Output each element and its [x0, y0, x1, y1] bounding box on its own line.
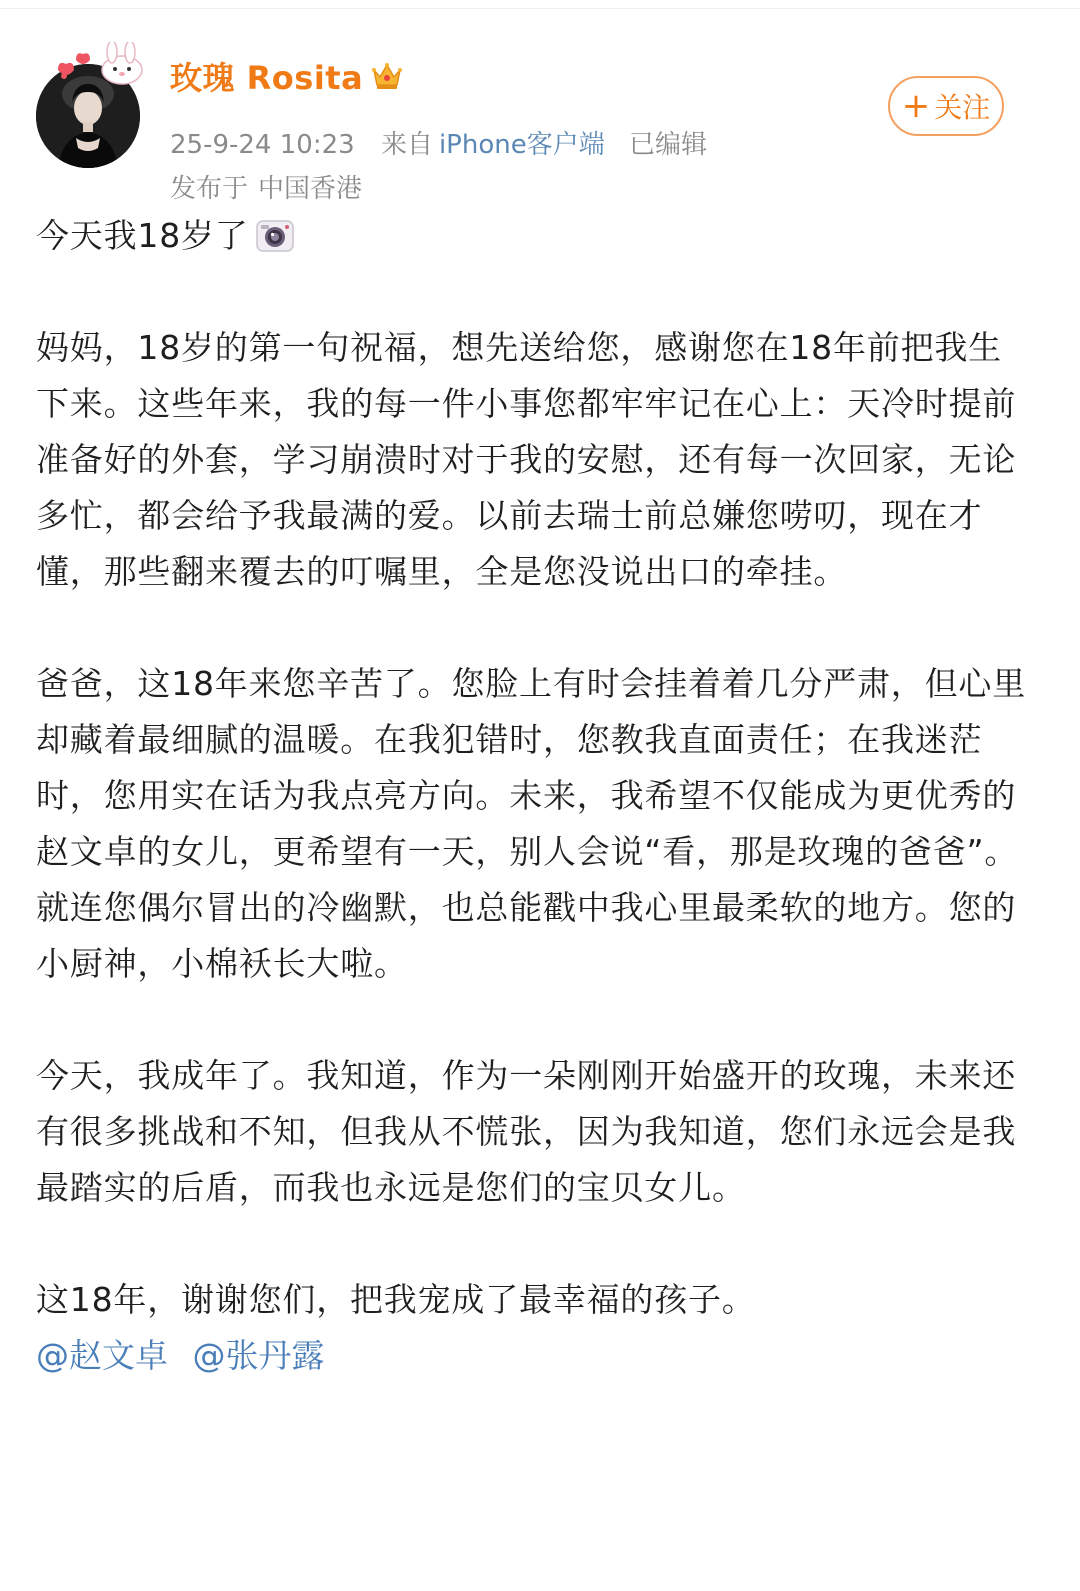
avatar[interactable] — [36, 42, 144, 174]
post-paragraph-adult: 今天，我成年了。我知道，作为一朵刚刚开始盛开的玫瑰，未来还有很多挑战和不知，但我从不慌张，因为我知道，您们永远会是我最踏实的后盾，而我也永远是您们的宝贝女儿。 — [36, 1056, 1017, 1207]
username[interactable]: 玫瑰 Rosita — [170, 59, 364, 97]
post-location — [170, 168, 362, 205]
plus-icon: + — [901, 86, 931, 126]
post-paragraph-dad: 爸爸，这18年来您辛苦了。您脸上有时会挂着着几分严肃，但心里却藏着最细腻的温暖。在我犯错时，您教我直面责任；在我迷茫时，您用实在话为我点亮方向。未来，我希望不仅能成为更优秀的赵文卓的女儿，更希望有一天，别人会说“看，那是玫瑰的爸爸”。就连您偶尔冒出的冷幽默，也总能戳中我心里最柔软的地方。您的小厨神，小棉袄长大啦。 — [36, 664, 1026, 983]
camera-icon — [255, 217, 295, 253]
post-paragraph-mom: 妈妈，18岁的第一句祝福，想先送给您，感谢您在18年前把我生下来。这些年来，我的每一件小事您都牢牢记在心上：天冷时提前准备好的外套，学习崩溃时对于我的安慰，还有每一次回家，无论多忙，都会给予我最满的爱。以前去瑞士前总嫌您唠叨，现在才懂，那些翻来覆去的叮嘱里，全是您没说出口的牵挂。 — [36, 328, 1017, 591]
post-header — [0, 20, 1080, 204]
post-timestamp: 25-9-24 10:23 — [170, 130, 355, 160]
post-meta — [170, 124, 707, 161]
top-divider — [0, 8, 1080, 9]
avatar-bunny-decoration-icon — [50, 42, 146, 86]
post-body — [36, 208, 1026, 1384]
follow-button[interactable] — [888, 76, 1004, 136]
username-row — [170, 54, 403, 98]
location-name: 中国香港 — [258, 174, 363, 204]
edited-label[interactable]: 已编辑 — [628, 130, 707, 160]
post-source[interactable]: iPhone客户端 — [438, 130, 605, 160]
post-first-line: 今天我18岁了 — [36, 216, 249, 255]
follow-label: 关注 — [934, 91, 991, 124]
post-paragraph-thanks: 这18年，谢谢您们，把我宠成了最幸福的孩子。 — [36, 1280, 756, 1319]
mentions — [36, 1328, 1026, 1384]
mention-link[interactable]: @赵文卓 — [36, 1336, 168, 1375]
post-line-1 — [36, 208, 1026, 264]
location-prefix: 发布于 — [170, 174, 249, 204]
vip-crown-icon — [371, 61, 403, 91]
source-prefix: 来自 — [380, 130, 433, 160]
mention-link[interactable]: @张丹露 — [192, 1336, 325, 1375]
